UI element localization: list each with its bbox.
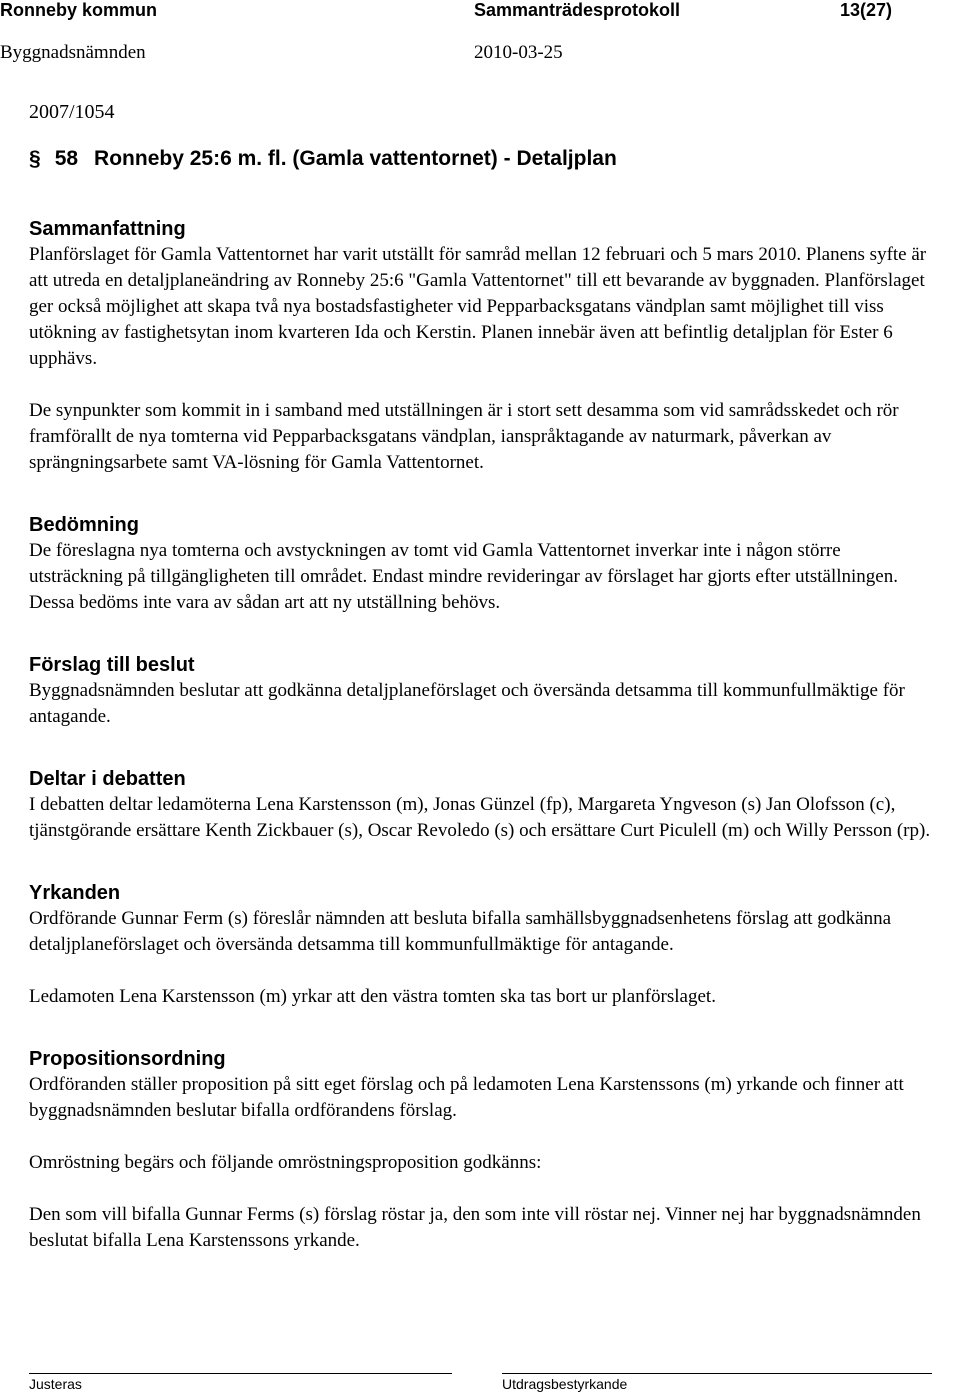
- footer-justeras-label: Justeras: [29, 1376, 82, 1392]
- footer-rule-left: [29, 1373, 452, 1374]
- summary-paragraph-1: Planförslaget för Gamla Vattentornet har varit utställt för samråd mellan 12 februari och 5 mars 2010. Planens syfte är att utreda en detaljplaneändring av Ronneby 25:6 "Gamla Vattentornet" till ett bevarande av byggnaden. Planförslaget ger också möjlighet att skapa två nya bostadsfastigheter vid Pepparbacksgatans vändplan samt möjlighet till viss utökning av fastighetsytan inom kvarteren Ida och Kerstin. Planen innebär även att befintlig detaljplan för Ester 6 upphävs.: [29, 244, 927, 369]
- page-header-top: [0, 0, 960, 26]
- proposal-paragraph: Byggnadsnämnden beslutar att godkänna detaljplaneförslaget och översända detsamma till kommunfullmäktige för antagande.: [29, 680, 905, 727]
- municipality-name: Ronneby kommun: [0, 0, 158, 20]
- motion-paragraph-1: Ordförande Gunnar Ferm (s) föreslår nämnden att besluta bifalla samhällsbyggnadsenhetens förslag att godkänna detaljplaneförslaget och översända detsamma till kommunfullmäktige för antagande.: [29, 908, 892, 955]
- paragraph-number: 58: [54, 147, 79, 170]
- heading-propositionsordning: Propositionsordning: [29, 1048, 226, 1070]
- summary-paragraph-2: De synpunkter som kommit in i samband med utställningen är i stort sett desamma som vid samrådsskedet och rör framförallt de nya tomterna vid Pepparbacksgatans vändplan, ianspråktagande av naturmark, påverkan av sprängningsarbete samt VA-lösning för Gamla Vattentornet.: [29, 400, 899, 473]
- footer-rule-right: [502, 1373, 932, 1374]
- paragraph-heading: Ronneby 25:6 m. fl. (Gamla vattentornet) - Detaljplan: [94, 147, 617, 170]
- heading-forslag-till-beslut: Förslag till beslut: [29, 654, 195, 676]
- proposition-paragraph-1: Ordföranden ställer proposition på sitt eget förslag och på ledamoten Lena Karstenssons (m) yrkande och finner att byggnadsnämnden beslutar bifalla ordförandens förslag.: [29, 1074, 904, 1121]
- document-body: [29, 216, 934, 1254]
- document-type: Sammanträdesprotokoll: [474, 0, 681, 20]
- heading-sammanfattning: Sammanfattning: [29, 218, 186, 240]
- paragraph-title: [29, 147, 617, 171]
- motion-paragraph-2: Ledamoten Lena Karstensson (m) yrkar att den västra tomten ska tas bort ur planförslaget.: [29, 986, 716, 1007]
- section-symbol: §: [29, 147, 41, 170]
- meeting-date: 2010-03-25: [474, 42, 563, 63]
- footer-utdragsbestyrkande-label: Utdragsbestyrkande: [502, 1376, 628, 1392]
- heading-yrkanden: Yrkanden: [29, 882, 121, 904]
- page-number: 13(27): [840, 0, 893, 20]
- board-name: Byggnadsnämnden: [0, 42, 146, 63]
- proposition-paragraph-3: Den som vill bifalla Gunnar Ferms (s) förslag röstar ja, den som inte vill röstar nej. Vinner nej har byggnadsnämnden beslutat bifalla Lena Karstenssons yrkande.: [29, 1204, 921, 1251]
- proposition-paragraph-2: Omröstning begärs och följande omröstningsproposition godkänns:: [29, 1152, 542, 1173]
- heading-bedomning: Bedömning: [29, 514, 139, 536]
- case-number: 2007/1054: [29, 101, 115, 123]
- assessment-paragraph: De föreslagna nya tomterna och avstyckningen av tomt vid Gamla Vattentornet inverkar inte i någon större utsträckning på tillgängligheten till området. Endast mindre revideringar av förslaget har gjorts efter utställningen. Dessa bedöms inte vara av sådan art att ny utställning behövs.: [29, 540, 898, 613]
- heading-deltar-i-debatten: Deltar i debatten: [29, 768, 186, 790]
- debate-paragraph: I debatten deltar ledamöterna Lena Karstensson (m), Jonas Günzel (fp), Margareta Yngveson (s) Jan Olofsson (c), tjänstgörande ersättare Kenth Zickbauer (s), Oscar Revoledo (s) och ersättare Curt Piculell (m) och Willy Persson (rp).: [29, 794, 931, 841]
- page-header-sub: [0, 42, 960, 68]
